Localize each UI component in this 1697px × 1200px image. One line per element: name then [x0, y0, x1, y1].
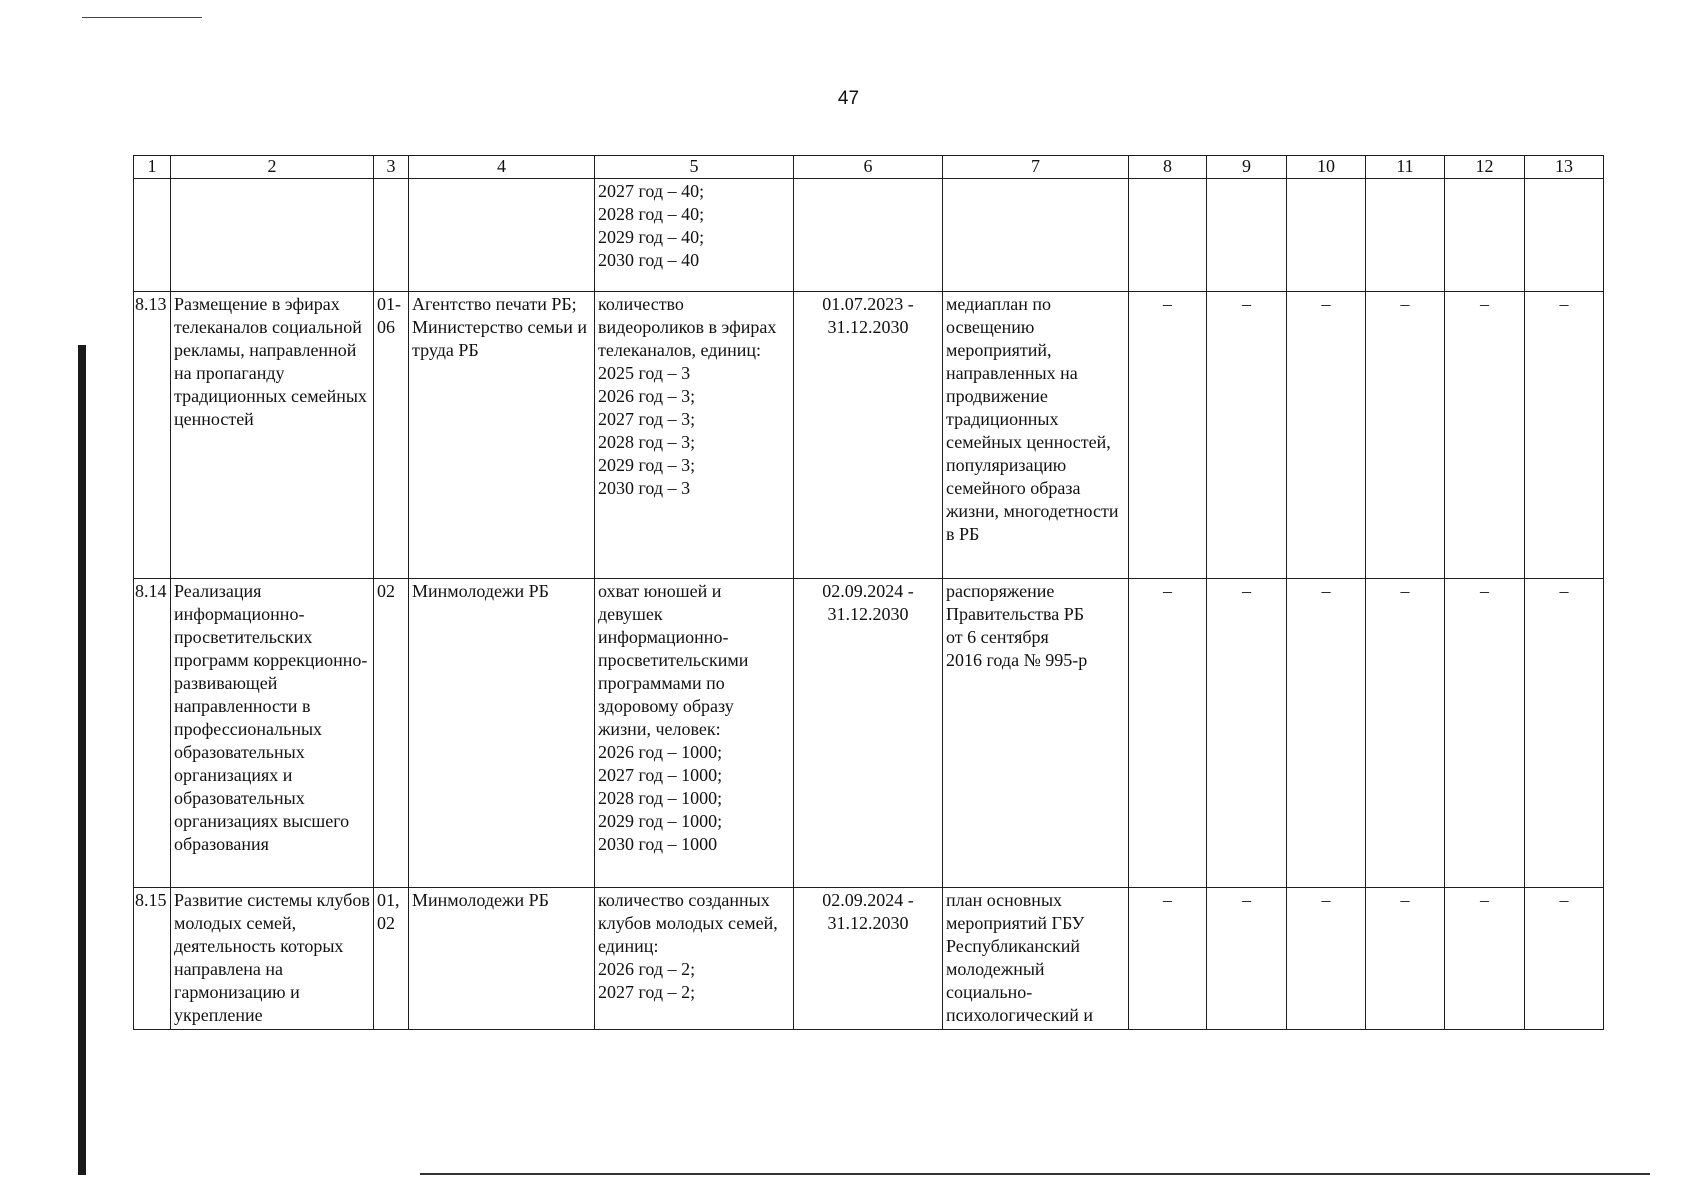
column-header: 5: [595, 156, 794, 179]
column-header: 6: [794, 156, 943, 179]
period-cell: 02.09.2024 - 31.12.2030: [794, 888, 943, 1030]
measures-table: [133, 155, 1604, 1030]
column-header: 10: [1287, 156, 1366, 179]
value-cell: –: [1445, 292, 1525, 579]
code-cell: 01, 02: [374, 888, 409, 1030]
value-cell: –: [1207, 888, 1287, 1030]
row-number: 8.13: [134, 292, 171, 579]
value-cell: –: [1525, 292, 1604, 579]
value-cell: –: [1287, 292, 1366, 579]
scan-artifact-bottom-line: [420, 1173, 1650, 1175]
value-cell: –: [1129, 888, 1207, 1030]
executor-cell: Минмолодежи РБ: [409, 579, 595, 888]
table-row: [134, 292, 1604, 579]
value-cell: –: [1525, 888, 1604, 1030]
value-cell: –: [1366, 292, 1445, 579]
value-cell: –: [1287, 579, 1366, 888]
executor-cell: Минмолодежи РБ: [409, 888, 595, 1030]
measure-name-cell: Развитие системы клубов молодых семей, деятельность которых направлена на гармонизацию и укрепление: [171, 888, 374, 1030]
period-cell: 02.09.2024 - 31.12.2030: [794, 579, 943, 888]
executor-cell: Агентство печати РБ; Министерство семьи и труда РБ: [409, 292, 595, 579]
measure-name-cell: Реализация информационно-просветительских программ коррекционно-развивающей направленности в профессиональных образовательных организациях и образовательных организациях высшего образования: [171, 579, 374, 888]
column-header: 8: [1129, 156, 1207, 179]
value-cell: –: [1445, 579, 1525, 888]
continuation-row: [134, 179, 1604, 292]
scan-artifact-top-line: [82, 17, 202, 18]
row-number: 8.15: [134, 888, 171, 1030]
table-row: [134, 888, 1604, 1030]
code-cell: 02: [374, 579, 409, 888]
column-header: 4: [409, 156, 595, 179]
value-cell: –: [1207, 579, 1287, 888]
indicator-cell: 2027 год – 40; 2028 год – 40; 2029 год – 40; 2030 год – 40: [595, 179, 794, 292]
code-cell: 01- 06: [374, 292, 409, 579]
indicator-cell: количество видеороликов в эфирах телеканалов, единиц: 2025 год – 3 2026 год – 3; 2027 год – 3; 2028 год – 3; 2029 год – 3; 2030 год – 3: [595, 292, 794, 579]
column-header: 11: [1366, 156, 1445, 179]
period-cell: 01.07.2023 - 31.12.2030: [794, 292, 943, 579]
row-number: 8.14: [134, 579, 171, 888]
column-header: 9: [1207, 156, 1287, 179]
scan-artifact-left-edge: [78, 345, 86, 1175]
table-row: [134, 579, 1604, 888]
indicator-cell: количество созданных клубов молодых семей, единиц: 2026 год – 2; 2027 год – 2;: [595, 888, 794, 1030]
column-header: 13: [1525, 156, 1604, 179]
value-cell: –: [1366, 888, 1445, 1030]
value-cell: –: [1129, 579, 1207, 888]
value-cell: –: [1445, 888, 1525, 1030]
column-number-row: [134, 156, 1604, 179]
column-header: 3: [374, 156, 409, 179]
document-cell: распоряжение Правительства РБ от 6 сентября 2016 года № 995-р: [943, 579, 1129, 888]
column-header: 1: [134, 156, 171, 179]
indicator-cell: охват юношей и девушек информационно-просветительскими программами по здоровому образу жизни, человек: 2026 год – 1000; 2027 год – 1000; 2028 год – 1000; 2029 год – 1000; 2030 год – 1000: [595, 579, 794, 888]
value-cell: –: [1525, 579, 1604, 888]
page-number: 47: [837, 88, 860, 109]
value-cell: –: [1129, 292, 1207, 579]
value-cell: –: [1287, 888, 1366, 1030]
measure-name-cell: Размещение в эфирах телеканалов социальной рекламы, направленной на пропаганду традиционных семейных ценностей: [171, 292, 374, 579]
document-cell: план основных мероприятий ГБУ Республиканский молодежный социально-психологический и: [943, 888, 1129, 1030]
column-header: 2: [171, 156, 374, 179]
value-cell: –: [1207, 292, 1287, 579]
document-cell: медиаплан по освещению мероприятий, направленных на продвижение традиционных семейных ценностей, популяризацию семейного образа жизни, многодетности в РБ: [943, 292, 1129, 579]
value-cell: –: [1366, 579, 1445, 888]
column-header: 12: [1445, 156, 1525, 179]
column-header: 7: [943, 156, 1129, 179]
